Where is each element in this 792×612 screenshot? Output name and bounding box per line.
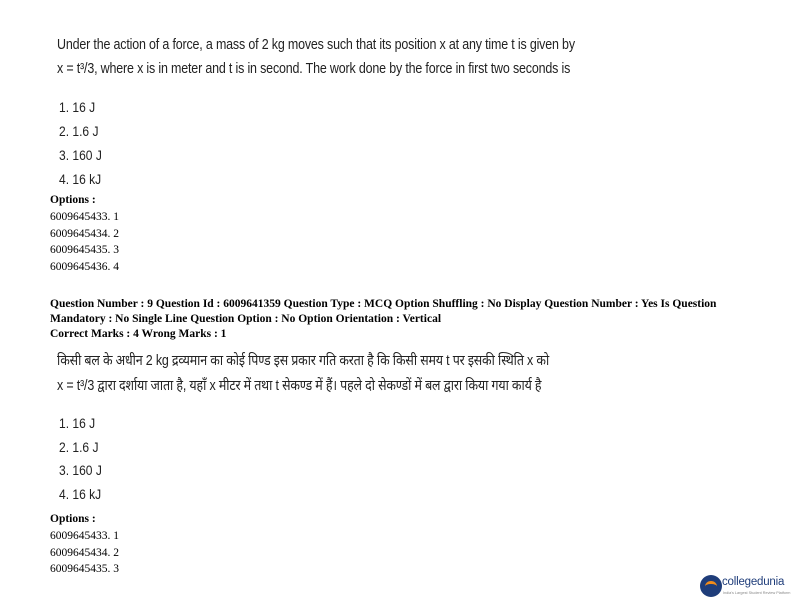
question-2-options-label: Options : [50, 513, 96, 525]
question-1-choice-3: 3. 160 J [59, 147, 102, 163]
logo-name: collegedunia [722, 576, 785, 588]
graduation-cap-icon [700, 575, 722, 597]
question-2-meta-line-2: Mandatory : No Single Line Question Option : No Option Orientation : Vertical [50, 313, 442, 325]
question-1-choice-2: 2. 1.6 J [59, 123, 99, 139]
question-1-text-line-2: x = t³/3, where x is in meter and t is in second. The work done by the force in first two seconds is [57, 61, 571, 77]
question-1-option-id-3: 6009645435. 3 [50, 244, 119, 256]
collegedunia-logo [700, 573, 790, 603]
question-2-text-line-2: x = t³/3 द्वारा दर्शाया जाता है, यहाँ x मीटर में तथा t सेकण्ड में हैं। पहले दो सेकण्डों में बल द्वारा किया गया कार्य है [57, 378, 542, 394]
logo-tagline: India's Largest Student Review Platform [723, 591, 791, 595]
question-2-option-id-1: 6009645433. 1 [50, 530, 119, 542]
question-2-choice-4: 4. 16 kJ [59, 486, 102, 502]
question-1-option-id-4: 6009645436. 4 [50, 261, 119, 273]
question-2-choice-1: 1. 16 J [59, 415, 96, 431]
question-2-marks-line: Correct Marks : 4 Wrong Marks : 1 [50, 328, 227, 340]
question-2-option-id-2: 6009645434. 2 [50, 547, 119, 559]
question-1-options-label: Options : [50, 194, 96, 206]
question-1-choice-4: 4. 16 kJ [59, 171, 102, 187]
question-1-option-id-1: 6009645433. 1 [50, 211, 119, 223]
question-1-text-line-1: Under the action of a force, a mass of 2 kg moves such that its position x at any time t is given by [57, 37, 575, 53]
question-2-choice-2: 2. 1.6 J [59, 439, 99, 455]
question-2-choice-3: 3. 160 J [59, 462, 102, 478]
question-2-meta-line-1: Question Number : 9 Question Id : 6009641359 Question Type : MCQ Option Shuffling : No Display Question Number : Yes Is Question [50, 298, 717, 310]
question-2-text-line-1: किसी बल के अधीन 2 kg द्रव्यमान का कोई पिण्ड इस प्रकार गति करता है कि किसी समय t पर इसकी स्थिति x को [57, 353, 550, 369]
question-1-choice-1: 1. 16 J [59, 99, 96, 115]
question-1-option-id-2: 6009645434. 2 [50, 228, 119, 240]
question-2-option-id-3: 6009645435. 3 [50, 563, 119, 575]
